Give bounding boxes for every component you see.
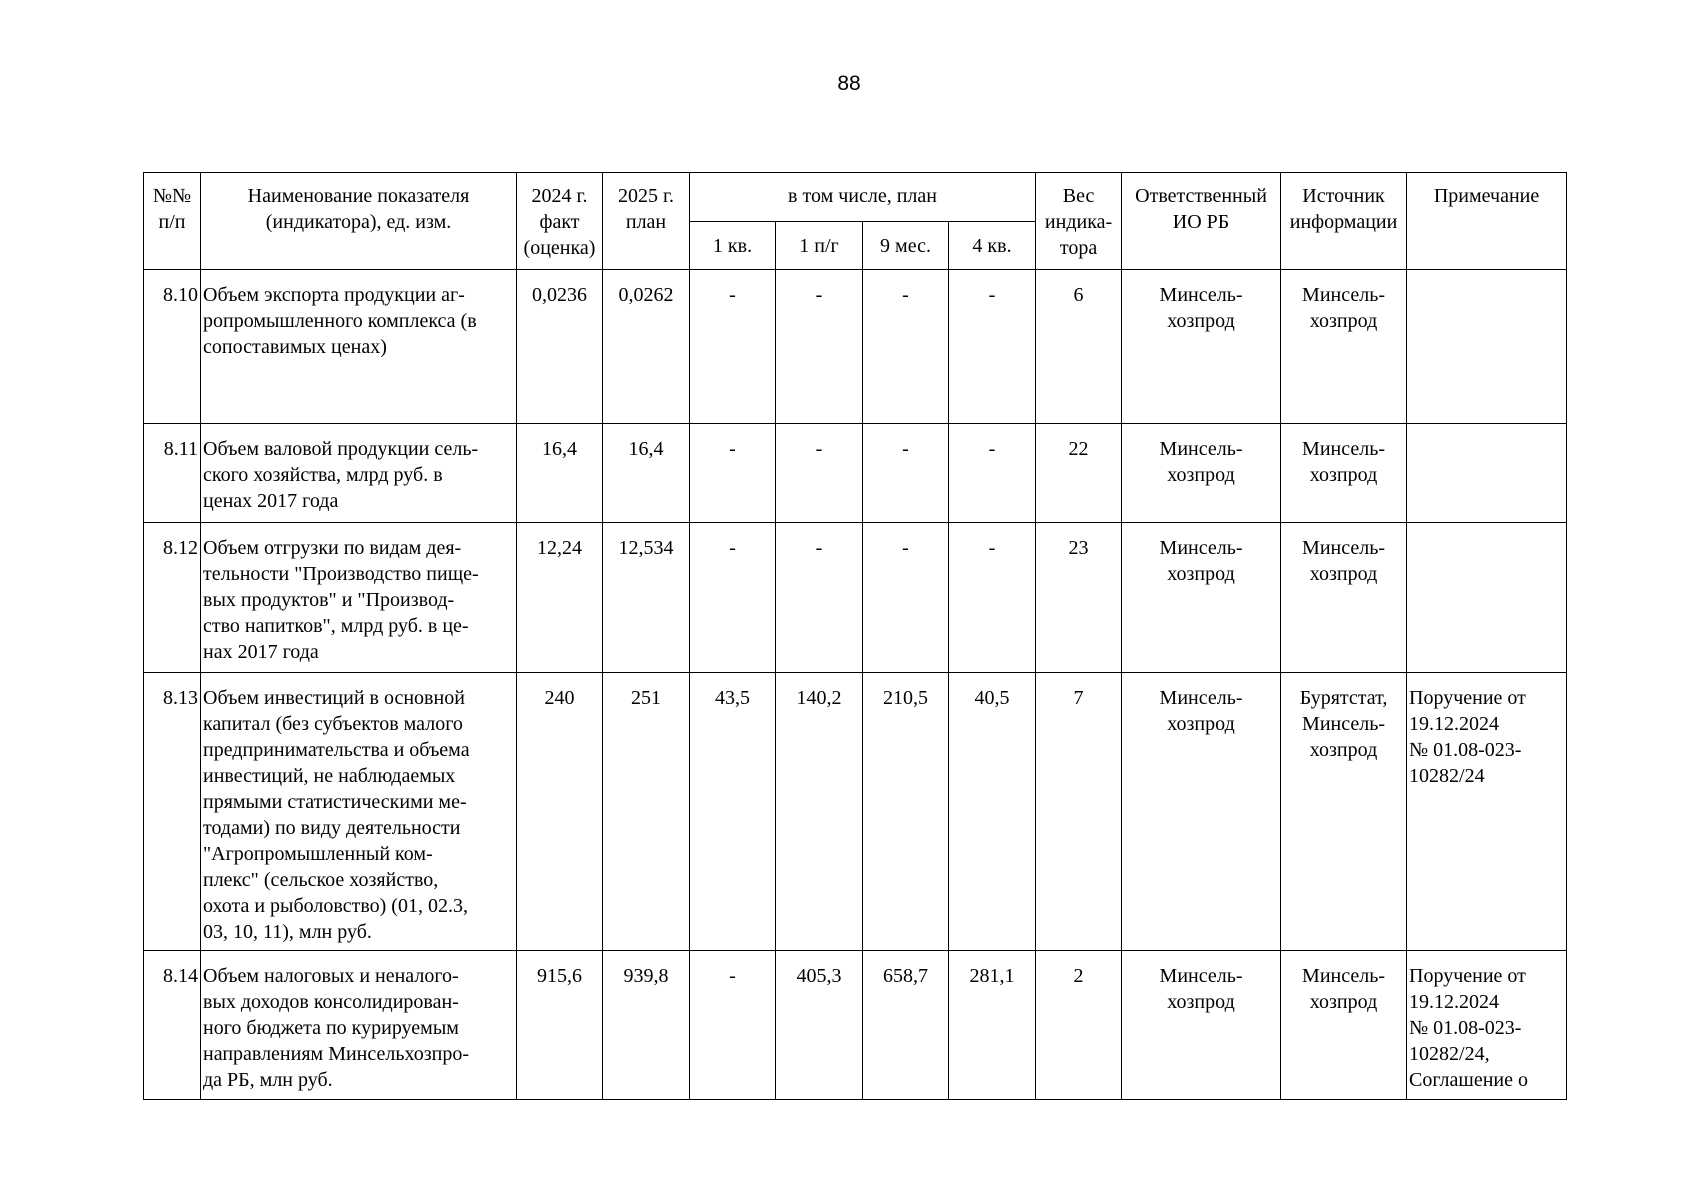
header-note: Примечание — [1407, 173, 1567, 270]
row-m9: 658,7 — [863, 951, 949, 1100]
row-note: Поручение от 19.12.2024 № 01.08-023- 10282/24 — [1407, 673, 1567, 951]
row-source: Минсель- хозпрод — [1281, 951, 1407, 1100]
table-row — [144, 673, 1567, 951]
row-name: Объем отгрузки по видам дея- тельности "Производство пище- вых продуктов" и "Производ- ство напитков", млрд руб. в це- нах 2017 года — [201, 523, 517, 673]
row-note — [1407, 270, 1567, 424]
row-responsible: Минсель- хозпрод — [1122, 673, 1281, 951]
row-h1: - — [776, 270, 863, 424]
row-note: Поручение от 19.12.2024 № 01.08-023- 10282/24, Соглашение о — [1407, 951, 1567, 1100]
table-row — [144, 951, 1567, 1100]
row-q4: 281,1 — [949, 951, 1036, 1100]
row-num: 8.14 — [144, 951, 201, 1100]
header-fact-2024: 2024 г. факт (оценка) — [517, 173, 603, 270]
row-q4: - — [949, 424, 1036, 523]
row-note — [1407, 523, 1567, 673]
row-h1: 140,2 — [776, 673, 863, 951]
header-m9: 9 мес. — [863, 222, 949, 270]
row-m9: - — [863, 270, 949, 424]
row-m9: - — [863, 523, 949, 673]
table-row — [144, 523, 1567, 673]
page-number: 88 — [837, 72, 861, 95]
row-weight: 7 — [1036, 673, 1122, 951]
row-fact-2024: 0,0236 — [517, 270, 603, 424]
row-name: Объем экспорта продукции аг- ропромышленного комплекса (в сопоставимых ценах) — [201, 270, 517, 424]
row-source: Минсель- хозпрод — [1281, 523, 1407, 673]
row-q4: - — [949, 270, 1036, 424]
row-weight: 22 — [1036, 424, 1122, 523]
row-m9: 210,5 — [863, 673, 949, 951]
row-source: Минсель- хозпрод — [1281, 424, 1407, 523]
row-q1: - — [690, 523, 776, 673]
row-source: Бурятстат, Минсель- хозпрод — [1281, 673, 1407, 951]
table-body — [144, 270, 1567, 1100]
row-q1: - — [690, 951, 776, 1100]
row-q1: - — [690, 270, 776, 424]
header-responsible: Ответственный ИО РБ — [1122, 173, 1281, 270]
row-fact-2024: 16,4 — [517, 424, 603, 523]
row-name: Объем валовой продукции сель- ского хозяйства, млрд руб. в ценах 2017 года — [201, 424, 517, 523]
row-weight: 6 — [1036, 270, 1122, 424]
row-responsible: Минсель- хозпрод — [1122, 270, 1281, 424]
header-plan-2025: 2025 г. план — [603, 173, 690, 270]
row-num: 8.11 — [144, 424, 201, 523]
table-row — [144, 270, 1567, 424]
row-q4: 40,5 — [949, 673, 1036, 951]
header-incl-plan: в том числе, план — [690, 173, 1036, 222]
row-name: Объем инвестиций в основной капитал (без субъектов малого предпринимательства и объема инвестиций, не наблюдаемых прямыми статистическими ме- тодами) по виду деятельности "Агропромышленный ком- плекс" (сельское хозяйство, охота и рыболовство) (01, 02.3, 03, 10, 11), млн руб. — [201, 673, 517, 951]
row-responsible: Минсель- хозпрод — [1122, 951, 1281, 1100]
row-num: 8.10 — [144, 270, 201, 424]
row-fact-2024: 915,6 — [517, 951, 603, 1100]
indicators-table — [143, 172, 1567, 1100]
header-q1: 1 кв. — [690, 222, 776, 270]
row-num: 8.12 — [144, 523, 201, 673]
row-plan-2025: 0,0262 — [603, 270, 690, 424]
row-q4: - — [949, 523, 1036, 673]
row-q1: - — [690, 424, 776, 523]
table-header — [144, 173, 1567, 270]
header-source: Источник информации — [1281, 173, 1407, 270]
row-name: Объем налоговых и неналого- вых доходов консолидирован- ного бюджета по курируемым направлениям Минсельхозпро- да РБ, млн руб. — [201, 951, 517, 1100]
row-h1: - — [776, 523, 863, 673]
row-num: 8.13 — [144, 673, 201, 951]
header-name: Наименование показателя (индикатора), ед. изм. — [201, 173, 517, 270]
row-source: Минсель- хозпрод — [1281, 270, 1407, 424]
row-plan-2025: 251 — [603, 673, 690, 951]
row-responsible: Минсель- хозпрод — [1122, 424, 1281, 523]
row-h1: 405,3 — [776, 951, 863, 1100]
header-h1: 1 п/г — [776, 222, 863, 270]
row-note — [1407, 424, 1567, 523]
row-weight: 23 — [1036, 523, 1122, 673]
row-q1: 43,5 — [690, 673, 776, 951]
header-q4: 4 кв. — [949, 222, 1036, 270]
table-row — [144, 424, 1567, 523]
row-m9: - — [863, 424, 949, 523]
row-h1: - — [776, 424, 863, 523]
row-fact-2024: 12,24 — [517, 523, 603, 673]
header-weight: Вес индика- тора — [1036, 173, 1122, 270]
row-weight: 2 — [1036, 951, 1122, 1100]
row-fact-2024: 240 — [517, 673, 603, 951]
header-num: №№ п/п — [144, 173, 201, 270]
row-plan-2025: 12,534 — [603, 523, 690, 673]
row-plan-2025: 939,8 — [603, 951, 690, 1100]
row-responsible: Минсель- хозпрод — [1122, 523, 1281, 673]
row-plan-2025: 16,4 — [603, 424, 690, 523]
